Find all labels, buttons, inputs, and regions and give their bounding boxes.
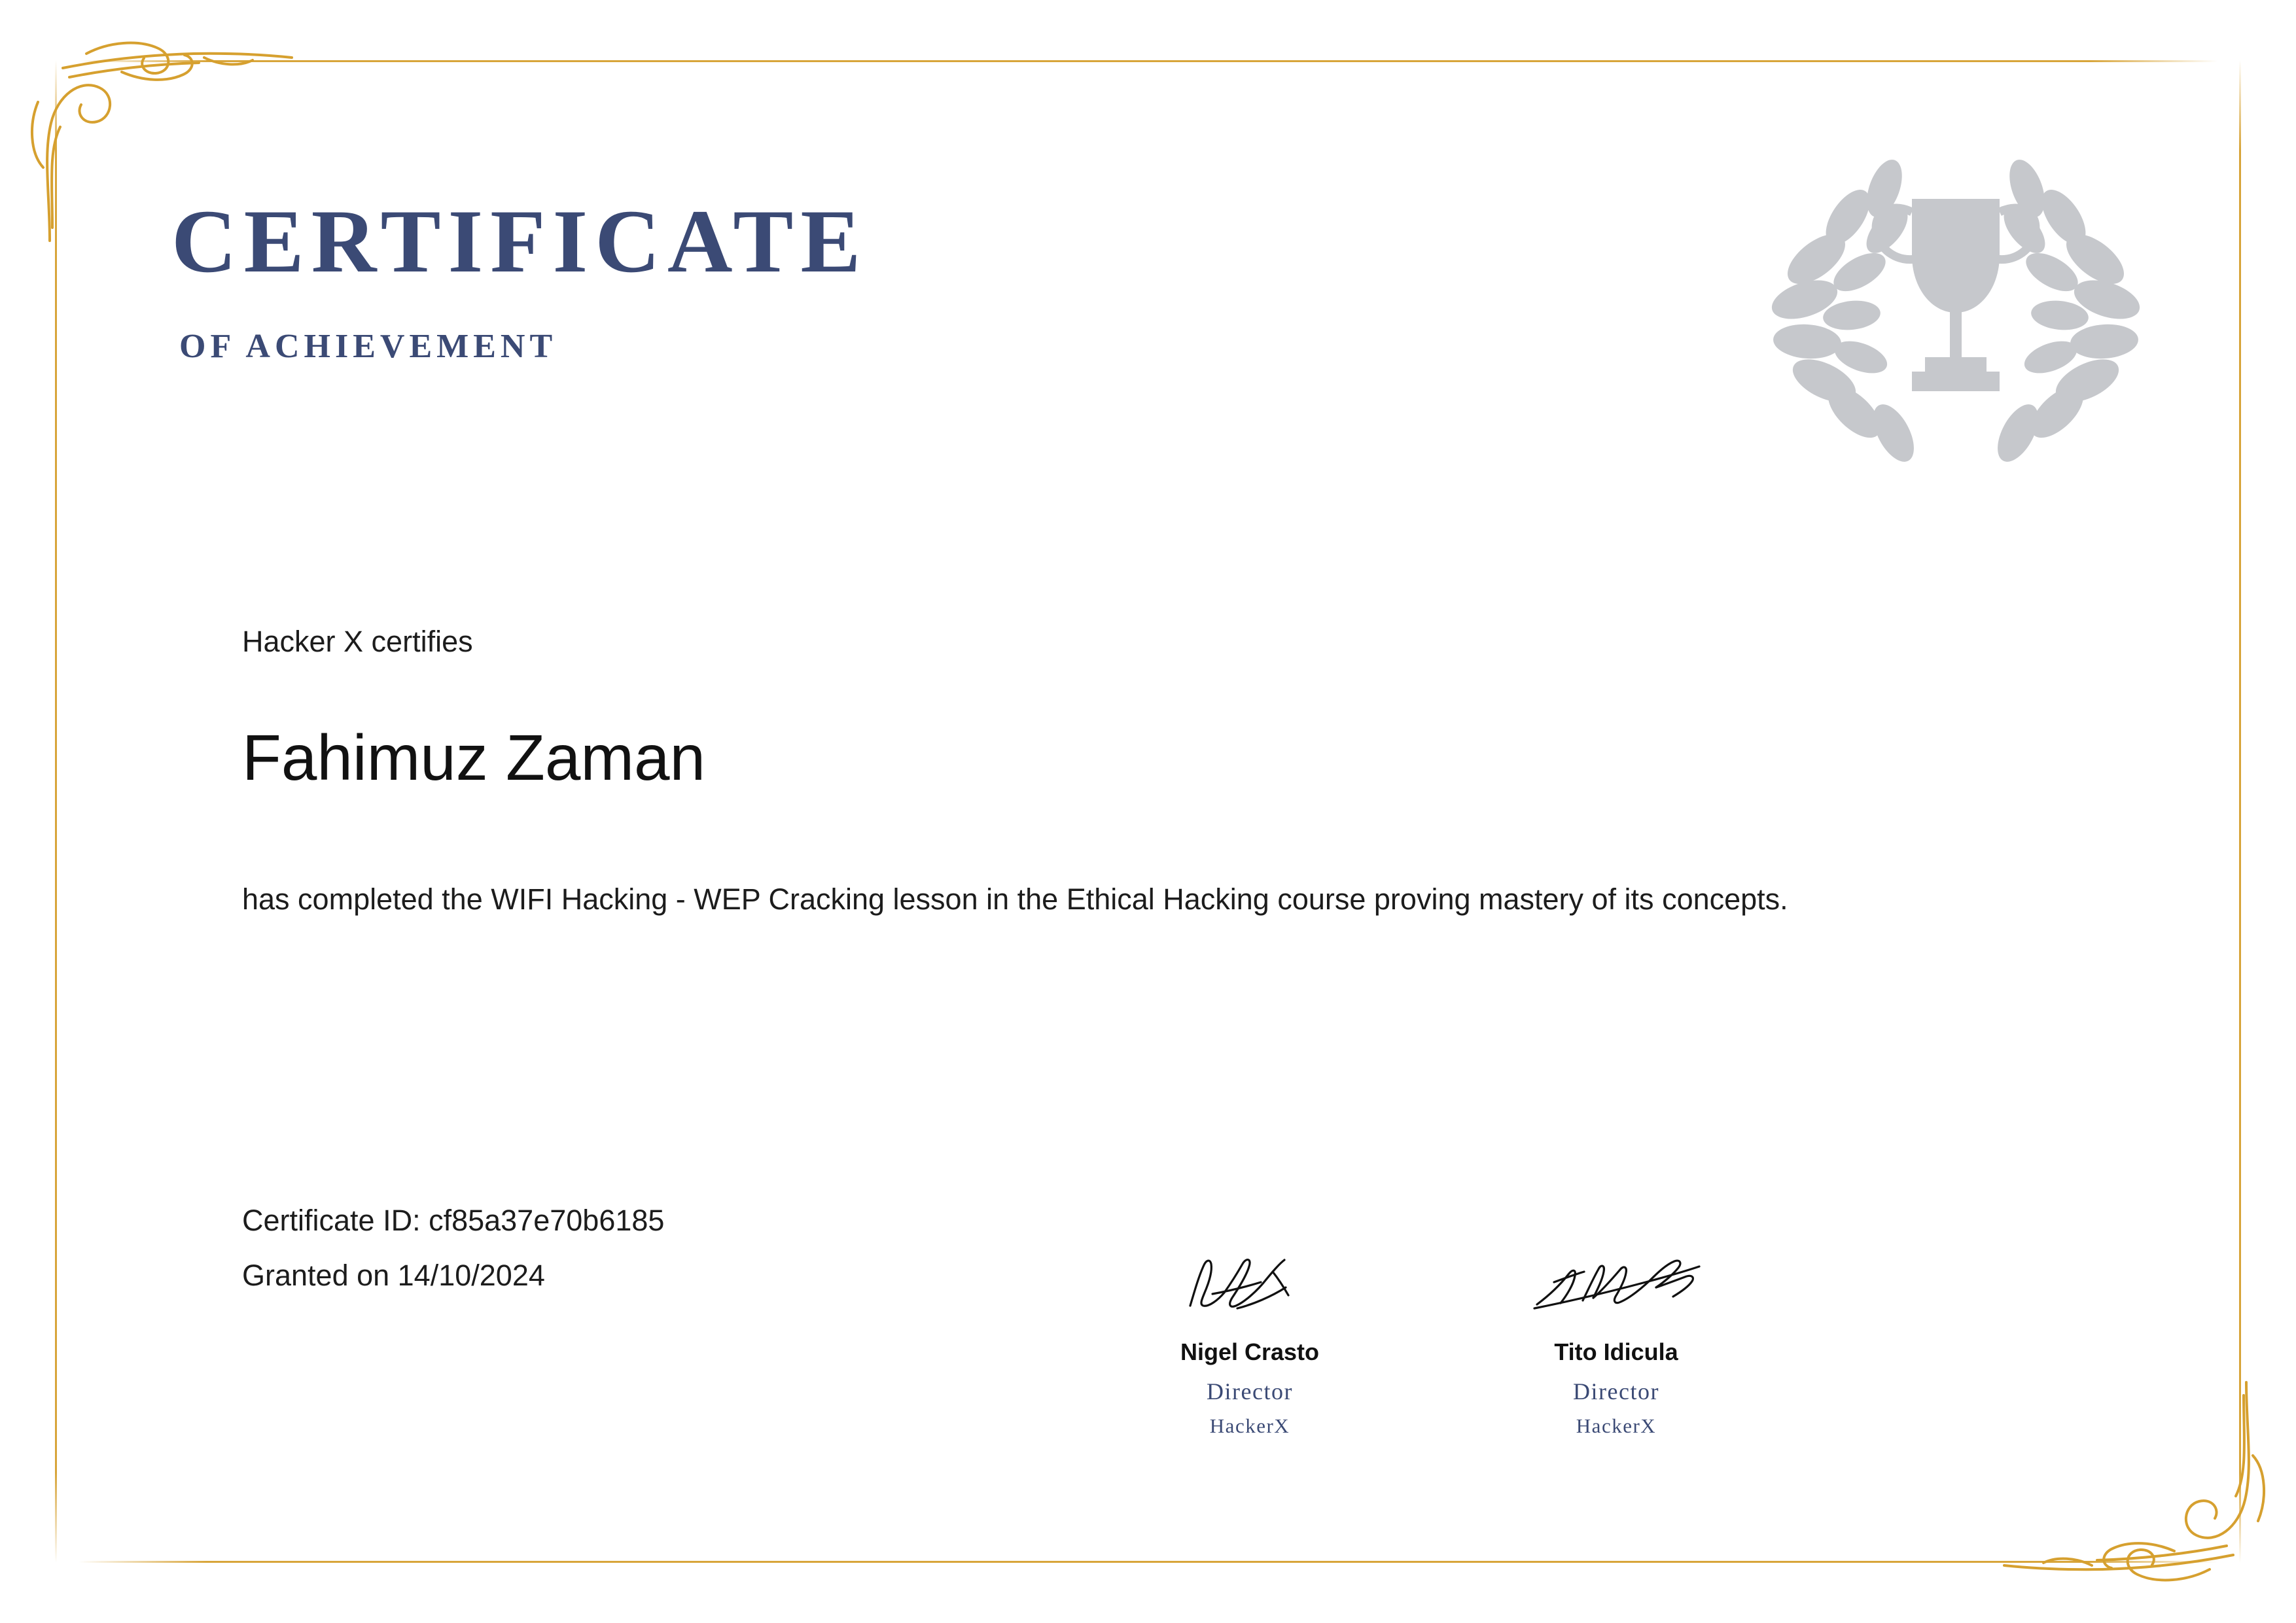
signatory-role: Director bbox=[1207, 1378, 1293, 1405]
signature-tito-idicula bbox=[1492, 1243, 1740, 1438]
corner-flourish-bottom-right-icon bbox=[1998, 1376, 2272, 1592]
signatory-name: Nigel Crasto bbox=[1180, 1338, 1320, 1365]
achievement-description: has completed the WIFI Hacking - WEP Cracking lesson in the Ethical Hacking course proving mastery of its concepts. bbox=[242, 882, 1788, 916]
signature-mark-icon bbox=[1125, 1243, 1374, 1321]
signatory-role: Director bbox=[1573, 1378, 1659, 1405]
border-left-line bbox=[55, 60, 57, 1563]
signatory-name: Tito Idicula bbox=[1554, 1338, 1678, 1365]
border-top-line bbox=[79, 60, 2217, 62]
page-subtitle: OF ACHIEVEMENT bbox=[179, 328, 557, 365]
signature-mark-icon bbox=[1492, 1243, 1740, 1321]
border-bottom-line bbox=[79, 1561, 2217, 1563]
recipient-name: Fahimuz Zaman bbox=[242, 722, 706, 794]
border-right-line bbox=[2239, 60, 2241, 1563]
certificate-header bbox=[171, 191, 868, 366]
signature-nigel-crasto bbox=[1125, 1243, 1374, 1438]
certificate-meta bbox=[242, 1204, 664, 1314]
page-title: CERTIFICATE bbox=[171, 191, 868, 291]
issuer-line: Hacker X certifies bbox=[242, 625, 473, 658]
signatory-org: HackerX bbox=[1576, 1414, 1657, 1437]
trophy-laurel-icon bbox=[1756, 131, 2155, 471]
certificate-id: Certificate ID: cf85a37e70b6185 bbox=[242, 1204, 665, 1237]
signatory-org: HackerX bbox=[1209, 1414, 1290, 1437]
certificate-body bbox=[242, 625, 1917, 920]
signature-block bbox=[1125, 1243, 1740, 1438]
granted-date: Granted on 14/10/2024 bbox=[242, 1259, 545, 1292]
